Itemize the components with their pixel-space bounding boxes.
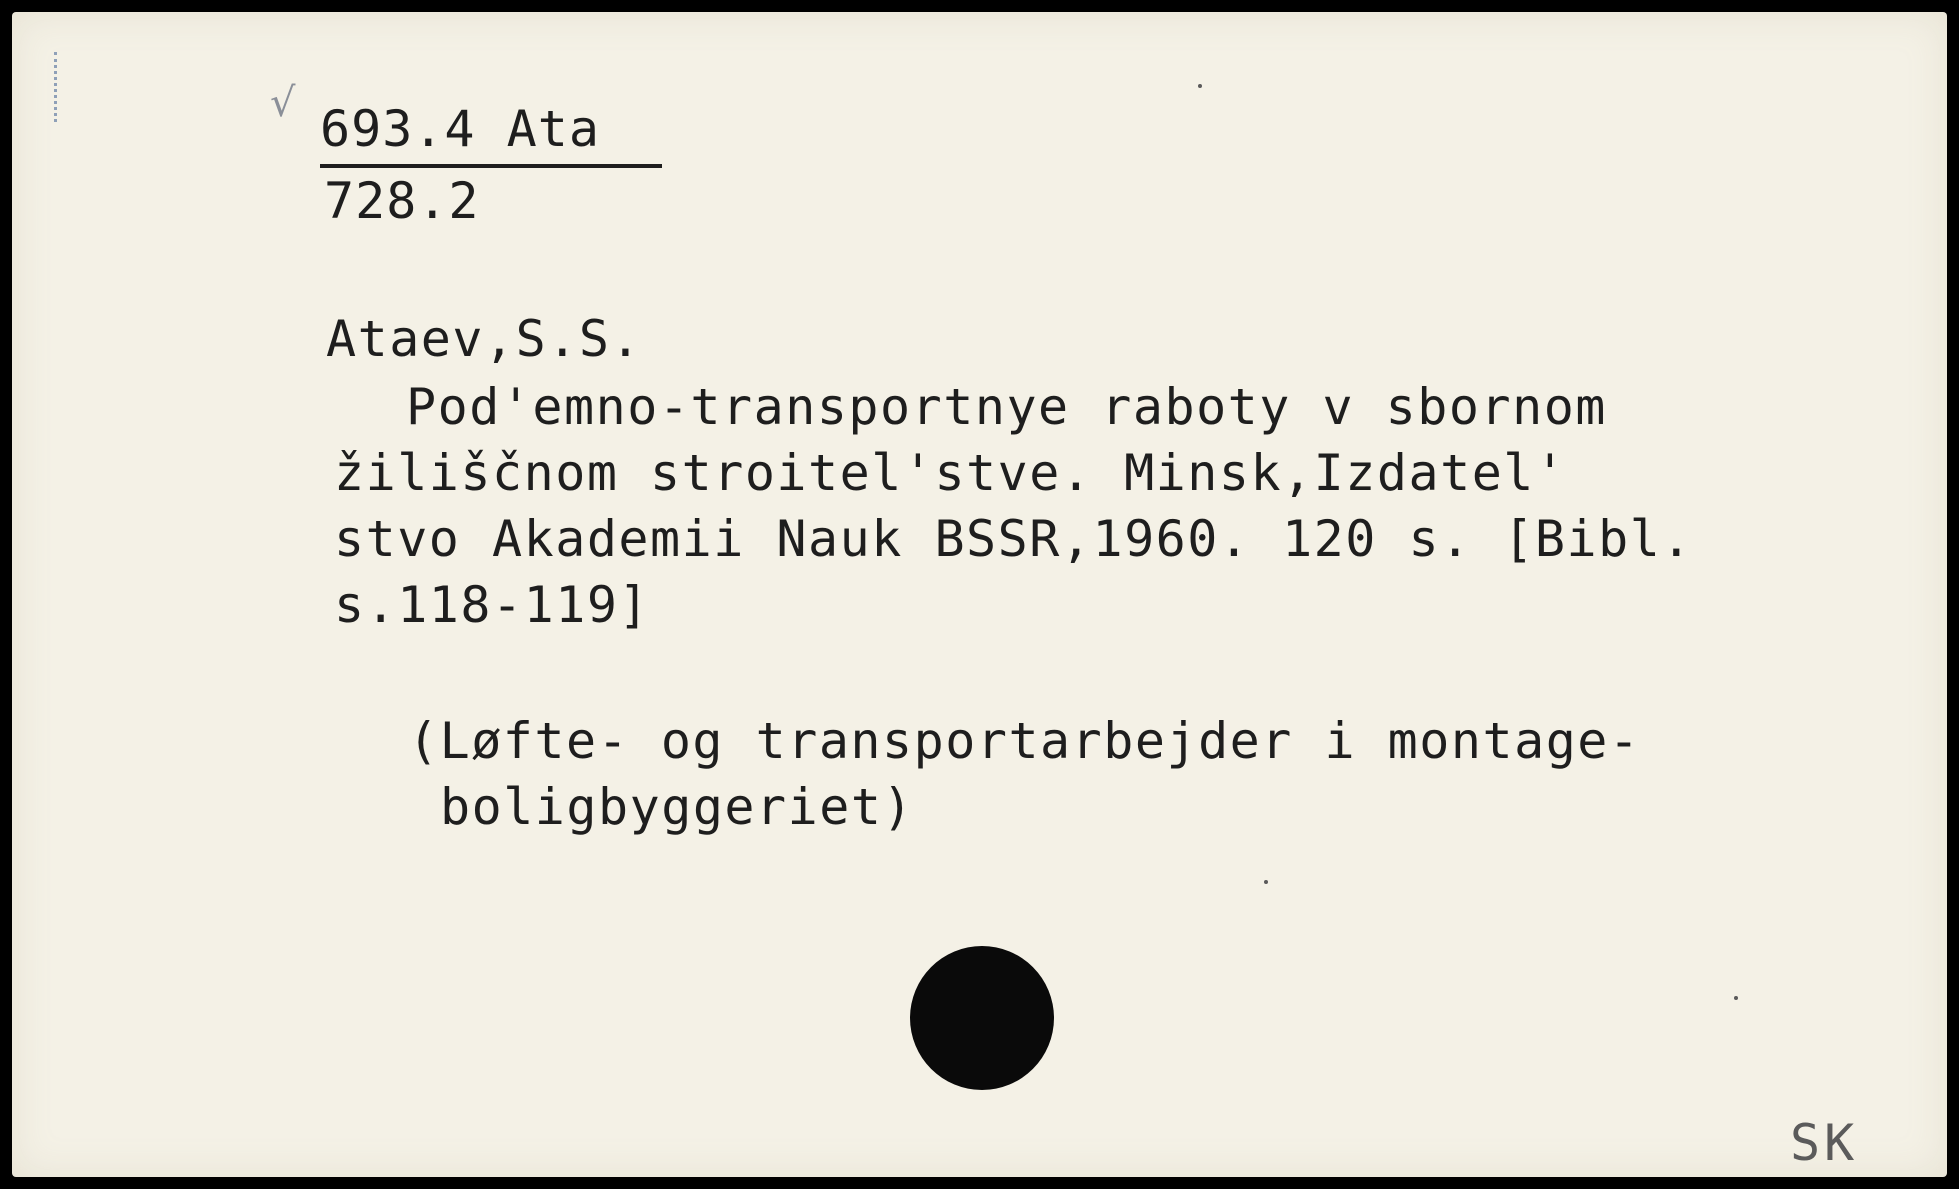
edge-mark: [54, 52, 65, 122]
call-number-secondary: 728.2: [324, 172, 480, 230]
title-line: žiliščnom stroitel'stve. Minsk,Izdatel': [334, 444, 1567, 502]
speck: [1264, 880, 1268, 884]
title-line: Pod'emno-transportnye raboty v sbornom: [406, 378, 1607, 436]
title-line: s.118-119]: [334, 576, 651, 634]
call-number: 693.4 Ata: [320, 100, 600, 158]
speck: [1734, 996, 1738, 1000]
title-line: stvo Akademii Nauk BSSR,1960. 120 s. [Bibl.: [334, 510, 1693, 568]
punch-hole: [910, 946, 1054, 1090]
speck: [1198, 84, 1202, 88]
translation-line: boligbyggeriet): [440, 778, 915, 836]
catalog-card: [12, 12, 1947, 1177]
call-number-rule: [320, 164, 662, 168]
cataloguer-initials: SK: [1790, 1114, 1859, 1172]
author-heading: Ataev,S.S.: [326, 310, 643, 368]
check-mark: √: [270, 80, 296, 126]
translation-line: (Løfte- og transportarbejder i montage-: [408, 712, 1641, 770]
